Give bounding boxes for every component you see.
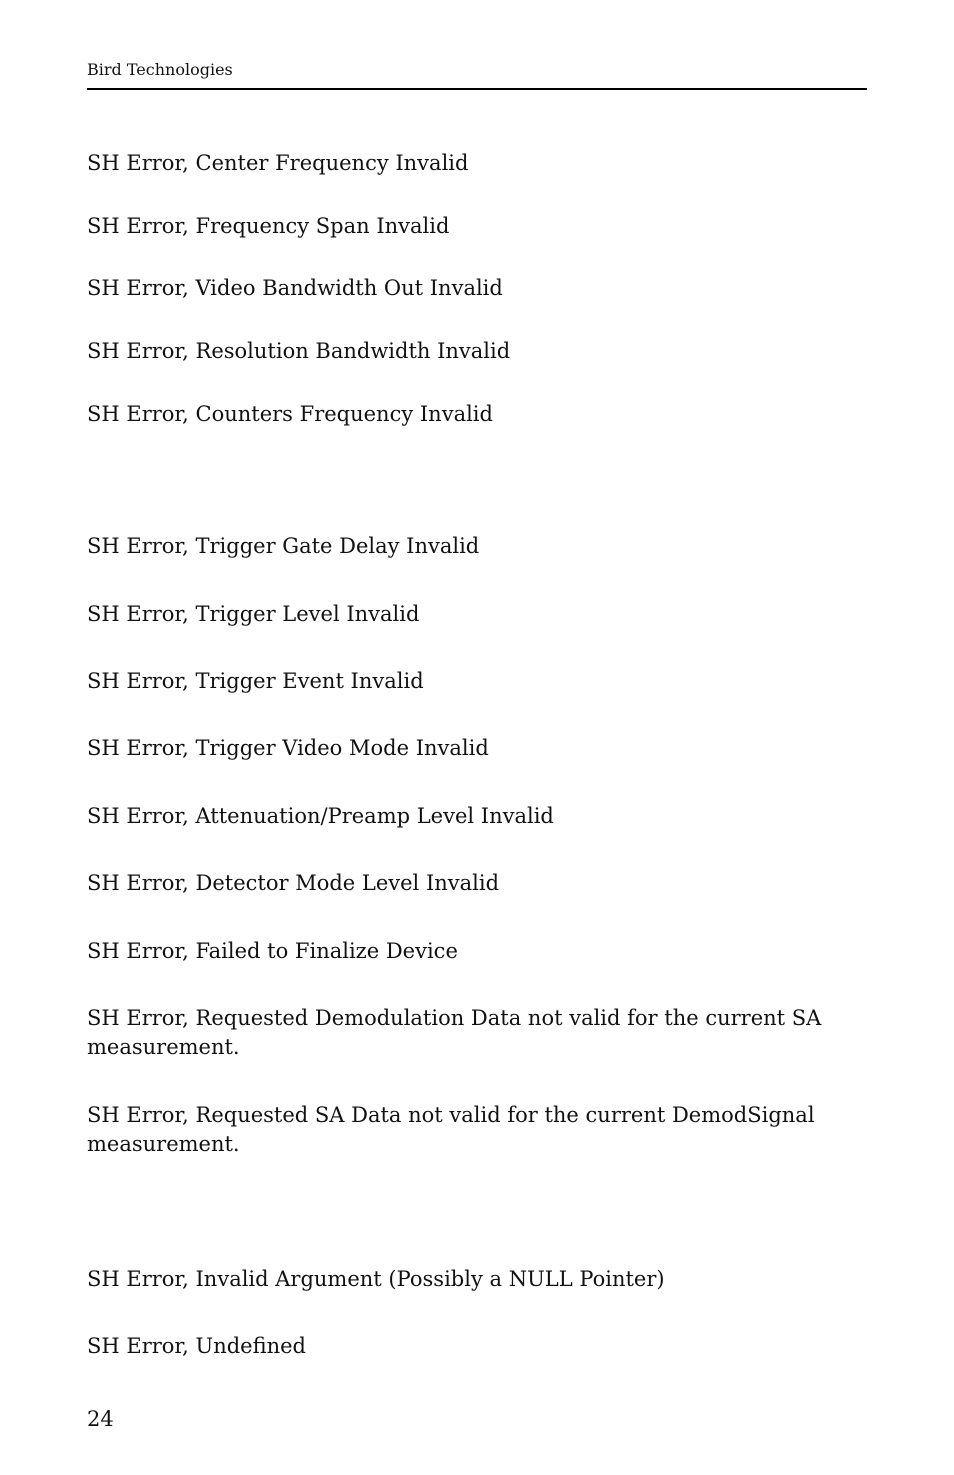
error-entry-finalize-device: SH Error, Failed to Finalize Device xyxy=(87,939,458,963)
error-entry-detector-mode: SH Error, Detector Mode Level Invalid xyxy=(87,871,500,895)
error-entry-resolution-bandwidth: SH Error, Resolution Bandwidth Invalid xyxy=(87,339,511,363)
error-entry-undefined: SH Error, Undefined xyxy=(87,1334,307,1358)
error-entry-demodulation-data: SH Error, Requested Demodulation Data not valid for the current SA measurement. xyxy=(87,1006,822,1059)
error-entry-frequency-span: SH Error, Frequency Span Invalid xyxy=(87,214,450,238)
page-number: 24 xyxy=(87,1407,114,1431)
error-entry-sa-data: SH Error, Requested SA Data not valid for the current DemodSignal measurement. xyxy=(87,1103,815,1156)
error-entry-center-frequency: SH Error, Center Frequency Invalid xyxy=(87,151,469,175)
error-entry-trigger-event: SH Error, Trigger Event Invalid xyxy=(87,669,424,693)
error-entry-attenuation-preamp: SH Error, Attenuation/Preamp Level Invalid xyxy=(87,804,554,828)
error-entry-trigger-level: SH Error, Trigger Level Invalid xyxy=(87,602,420,626)
error-entry-video-bandwidth: SH Error, Video Bandwidth Out Invalid xyxy=(87,276,503,300)
error-entry-trigger-gate-delay: SH Error, Trigger Gate Delay Invalid xyxy=(87,534,480,558)
header-title: Bird Technologies xyxy=(87,60,233,79)
error-entry-trigger-video-mode: SH Error, Trigger Video Mode Invalid xyxy=(87,736,489,760)
error-entry-invalid-argument: SH Error, Invalid Argument (Possibly a NULL Pointer) xyxy=(87,1267,665,1291)
running-header xyxy=(87,58,867,90)
error-entry-counters-frequency: SH Error, Counters Frequency Invalid xyxy=(87,402,493,426)
